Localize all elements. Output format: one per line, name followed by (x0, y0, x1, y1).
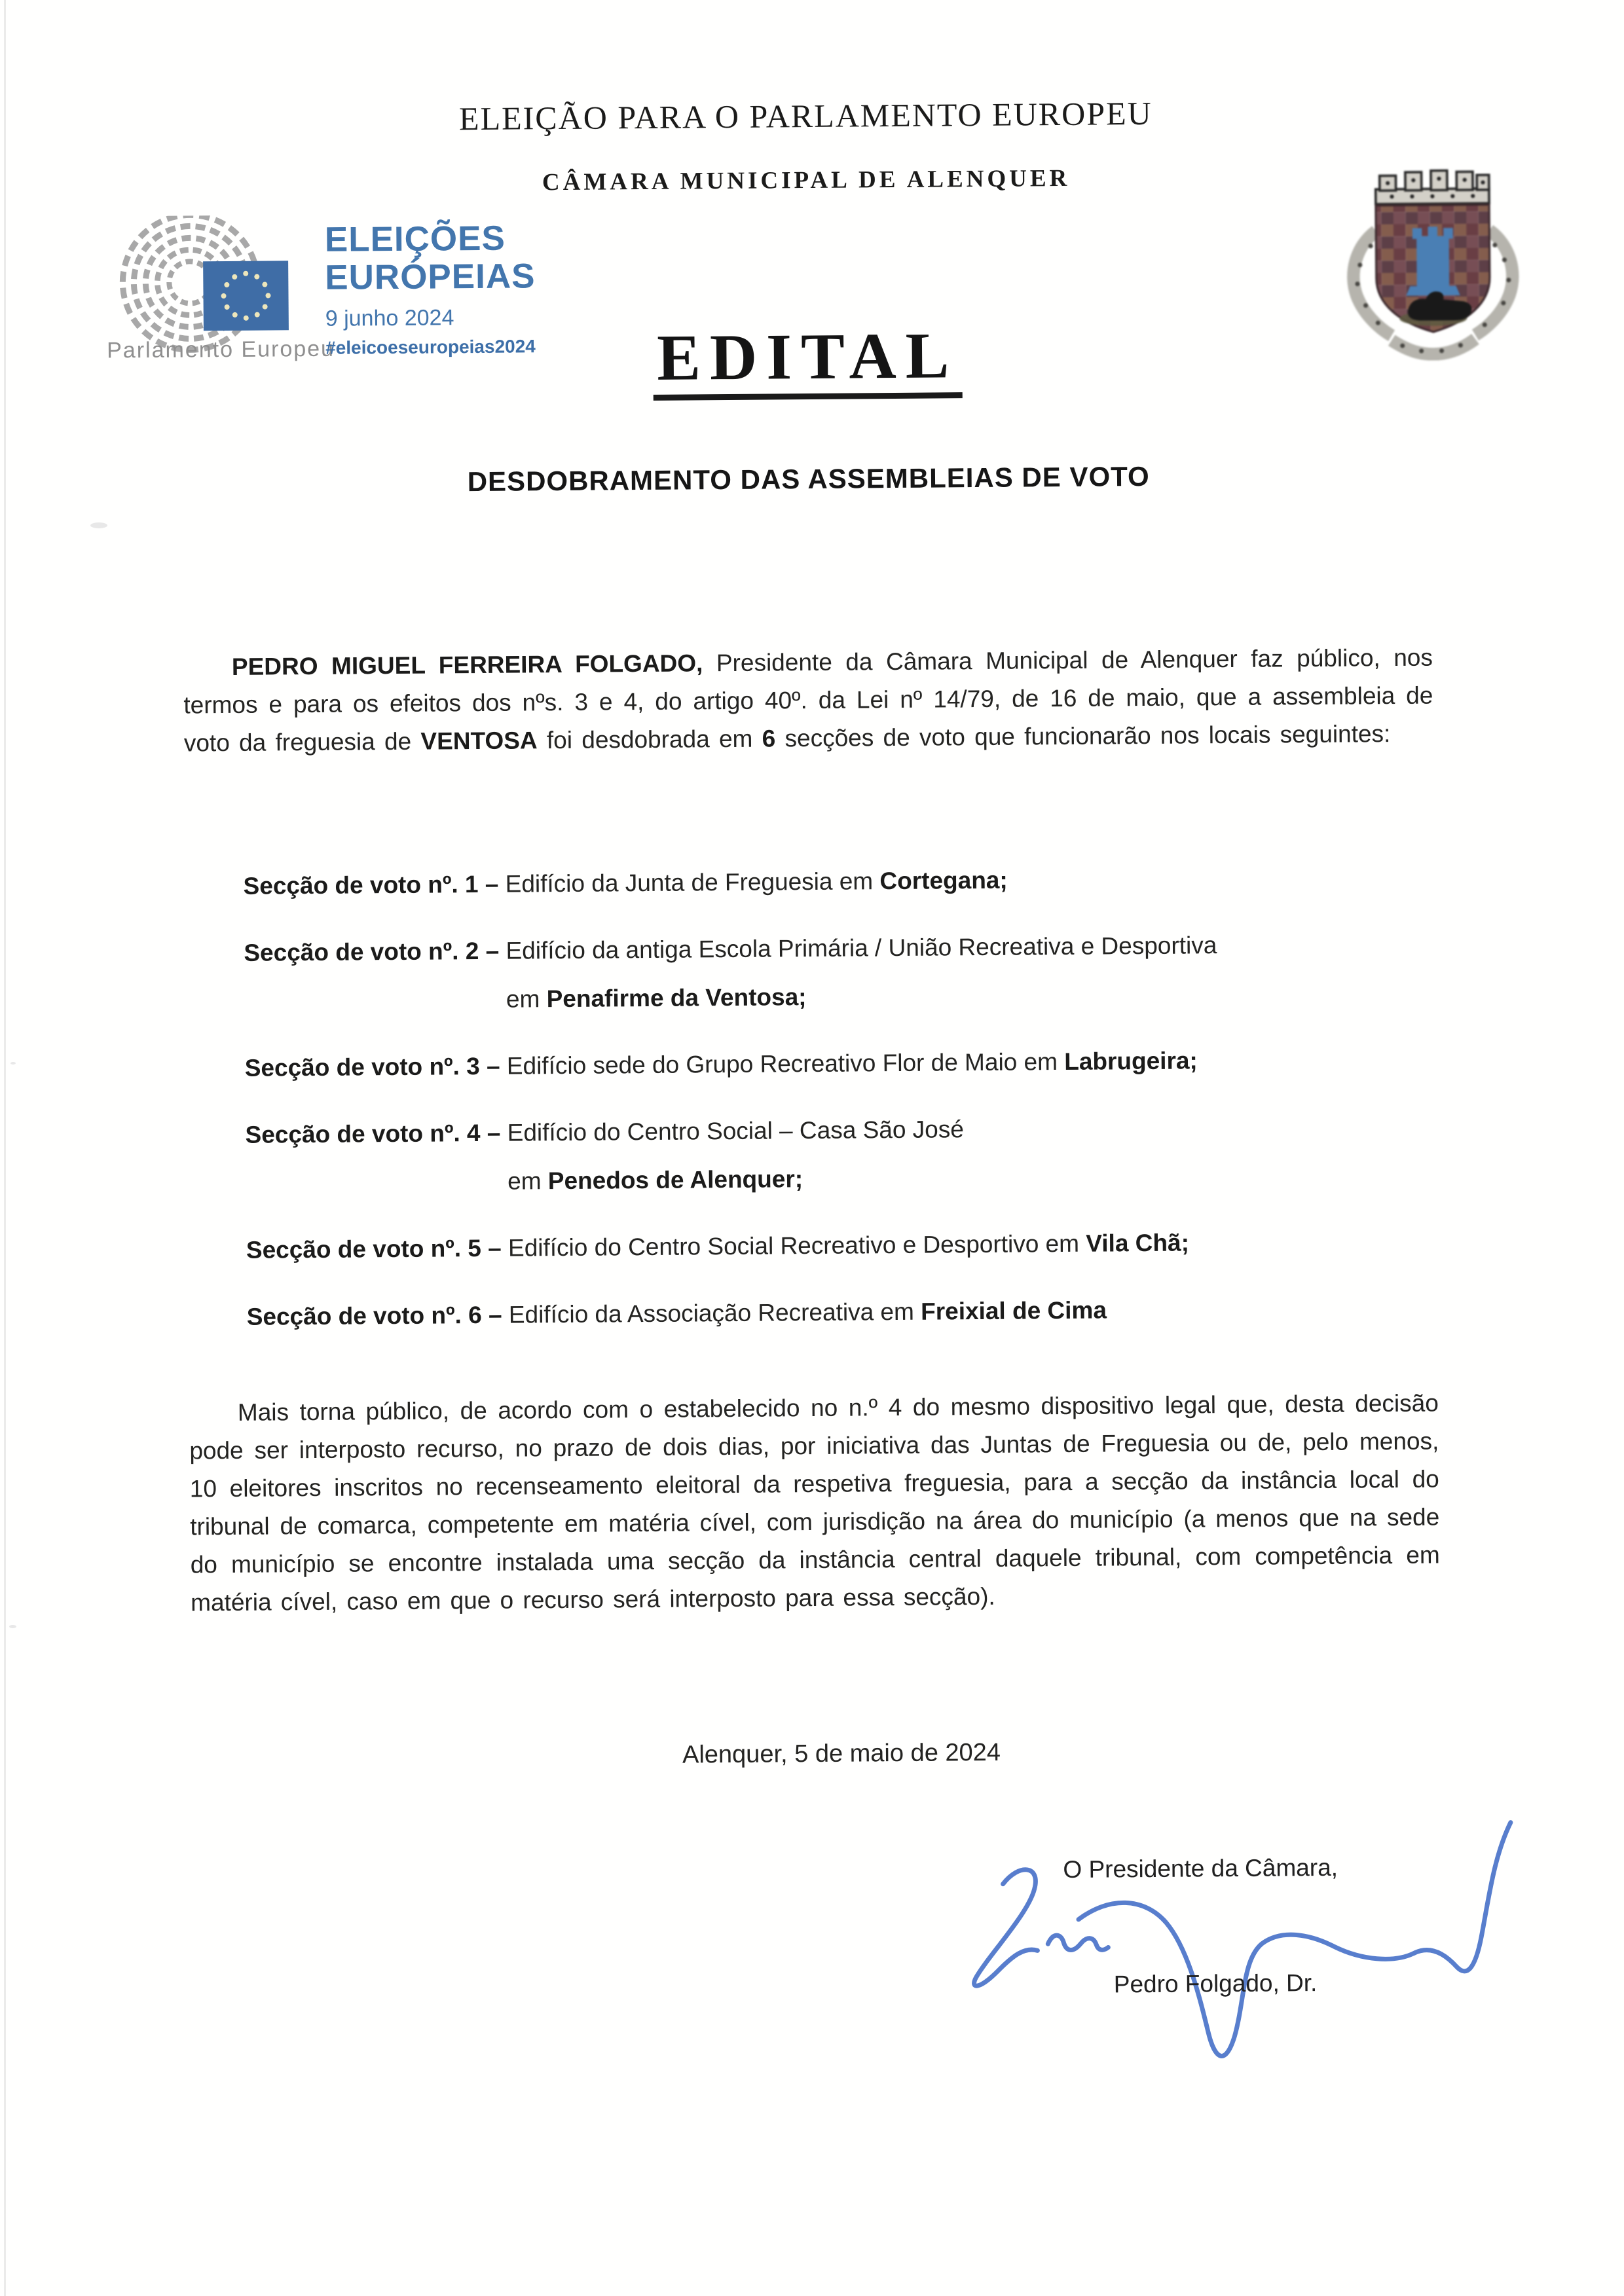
section-label: Secção de voto nº. 5 – (246, 1234, 502, 1264)
edital-subheading: DESDOBRAMENTO DAS ASSEMBLEIAS DE VOTO (467, 460, 1150, 498)
page-subtitle: CÂMARA MUNICIPAL DE ALENQUER (542, 164, 1071, 196)
intro-part1: Presidente da Câmara Municipal de Alenquer faz público, nos termos e para os efeitos dos nºs. 3 e 4, do artigo 40º. da Lei nº 14/79, de 16 de maio, que a assembleia de voto da freguesia de (183, 644, 1433, 757)
ep-hashtag: #eleicoeseuropeias2024 (325, 336, 536, 358)
section-text: Edifício sede do Grupo Recreativo Flor de Maio em (500, 1048, 1065, 1080)
voting-section-item (243, 858, 1454, 905)
section-line2-prefix: em (506, 985, 547, 1013)
voting-section-item (244, 924, 1456, 1021)
section-place: Penedos de Alenquer; (547, 1165, 803, 1195)
voting-sections-list (243, 858, 1458, 1365)
ep-brand-line1: ELEIÇÕES (324, 219, 506, 259)
signer-title: O Presidente da Câmara, (1063, 1853, 1338, 1884)
section-place: Penafirme da Ventosa; (546, 983, 807, 1013)
section-place: Vila Chã; (1086, 1229, 1190, 1257)
signer-name: Pedro Folgado, Dr. (1113, 1969, 1318, 1998)
ep-brand-line2: EURÓPEIAS (325, 257, 536, 297)
section-place: Freixial de Cima (920, 1296, 1107, 1325)
section-text: Edifício do Centro Social – Casa São José (500, 1116, 965, 1146)
edital-heading: EDITAL (653, 321, 963, 401)
section-text: Edifício da antiga Escola Primária / União Recreativa e Desportiva (499, 932, 1217, 964)
voting-section-item (245, 1040, 1456, 1087)
section-text: Edifício do Centro Social Recreativo e Desportivo em (501, 1230, 1086, 1262)
section-label: Secção de voto nº. 6 – (246, 1301, 502, 1330)
section-count: 6 (762, 725, 776, 752)
ep-election-date: 9 junho 2024 (325, 305, 454, 331)
appeal-paragraph: Mais torna público, de acordo com o estabelecido no n.º 4 do mesmo dispositivo legal que, desta decisão pode ser interposto recurso, no prazo de dois dias, por iniciativa das Juntas de Freguesia ou de, pelo menos, 10 eleitores inscritos no recenseamento eleitoral da respetiva freguesia, para a secção da instância local do tribunal de comarca, competente em matéria cível, com jurisdição na área do município (a menos que na sede do município se encontre instalada uma secção da instância central daquele tribunal, com competência em matéria cível, caso em que o recurso será interposto para essa secção). (189, 1389, 1440, 1616)
section-line2-prefix: em (507, 1167, 548, 1195)
section-line2 (506, 973, 1456, 1018)
president-name: PEDRO MIGUEL FERREIRA FOLGADO, (231, 649, 703, 680)
section-text: Edifício da Associação Recreativa em (502, 1298, 921, 1328)
eu-flag-icon (203, 261, 289, 331)
section-place: Cortegana; (879, 866, 1008, 895)
ep-brand-text (325, 219, 536, 297)
edital-heading-wrap (0, 316, 1620, 405)
section-place: Labrugeira; (1064, 1047, 1198, 1075)
dateline: Alenquer, 5 de maio de 2024 (682, 1738, 1001, 1769)
section-label: Secção de voto nº. 2 – (244, 937, 500, 966)
intro-part3: secções de voto que funcionarão nos locais seguintes: (775, 720, 1391, 752)
voting-section-item (245, 1106, 1457, 1203)
section-label: Secção de voto nº. 4 – (245, 1119, 501, 1148)
voting-section-item (247, 1288, 1458, 1336)
intro-paragraph (183, 639, 1433, 763)
ep-logo-caption: Parlamento Europeu (107, 336, 335, 363)
page-title: ELEIÇÃO PARA O PARLAMENTO EUROPEU (458, 94, 1153, 137)
signature-scribble-icon (943, 1781, 1535, 2087)
parish-name: VENTOSA (420, 727, 538, 755)
voting-section-item (246, 1222, 1458, 1269)
section-line2 (507, 1155, 1457, 1200)
section-label: Secção de voto nº. 3 – (244, 1052, 500, 1082)
section-label: Secção de voto nº. 1 – (243, 870, 499, 900)
section-text: Edifício da Junta de Freguesia em (498, 867, 880, 898)
intro-part2: foi desdobrada em (537, 725, 762, 754)
